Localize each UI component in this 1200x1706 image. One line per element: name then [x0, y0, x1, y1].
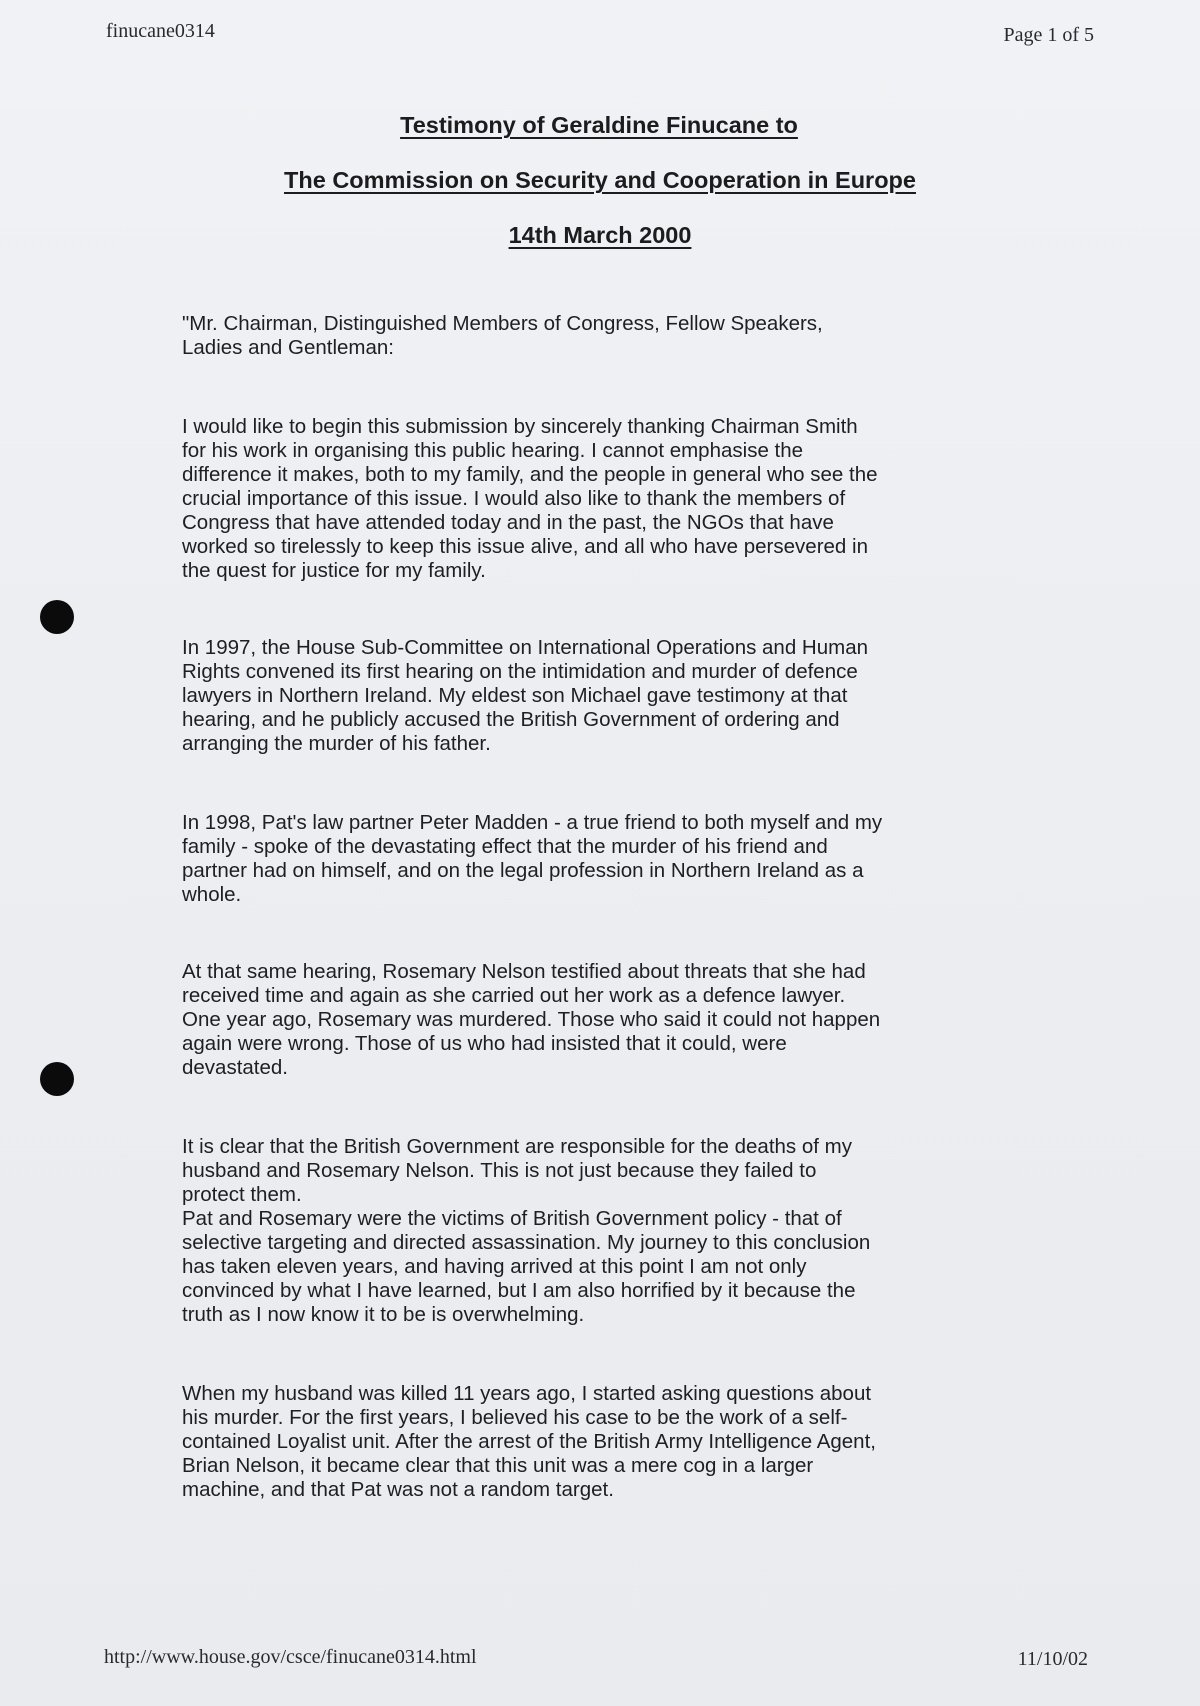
title-line-2: The Commission on Security and Cooperation in Europe: [284, 167, 916, 193]
title-date: 14th March 2000: [508, 222, 692, 248]
paragraph-1997-hearing: In 1997, the House Sub-Committee on International Operations and Human Rights convened its first hearing on the intimidation and murder of defence lawyers in Northern Ireland. My eldest son Michael gave testimony at that hearing, and he publicly accused the British Government of ordering and arranging the murder of his father.: [182, 636, 869, 755]
punch-hole-bottom: [40, 1062, 74, 1096]
paragraph-government-responsibility: It is clear that the British Government are responsible for the deaths of my husband and Rosemary Nelson. This is not just because they failed to protect them.: [182, 1135, 852, 1206]
header-page-number: Page 1 of 5: [1003, 24, 1094, 46]
footer-url: http://www.house.gov/csce/finucane0314.html: [104, 1646, 477, 1668]
paragraph-rosemary-nelson: At that same hearing, Rosemary Nelson testified about threats that she had received time and again as she carried out her work as a defence lawyer. One year ago, Rosemary was murdered. Those who said it could not happen again were wrong. Those of us who had insisted that it could, were devastated.: [182, 960, 881, 1079]
paragraph-questions: When my husband was killed 11 years ago, I started asking questions about his murder. For the first years, I believed his case to be the work of a self- contained Loyalist unit. After the arrest of the British Army Intelligence Agent, Brian Nelson, it became clear that this unit was a mere cog in a larger machine, and that Pat was not a random target.: [182, 1382, 876, 1501]
paragraph-thanks: I would like to begin this submission by sincerely thanking Chairman Smith for his work in organising this public hearing. I cannot emphasise the difference it makes, both to my family, and the people in general who see the crucial importance of this issue. I would also like to thank the members of Congress that have attended today and in the past, the NGOs that have worked so tirelessly to keep this issue alive, and all who have persevered in the quest for justice for my family.: [182, 415, 878, 582]
punch-hole-top: [40, 600, 74, 634]
header-filename: finucane0314: [106, 20, 215, 42]
paragraph-government-policy: Pat and Rosemary were the victims of British Government policy - that of selective targeting and directed assassination. My journey to this conclusion has taken eleven years, and having arrived at this point I am not only convinced by what I have learned, but I am also horrified by it because the truth as I now know it to be is overwhelming.: [182, 1207, 871, 1326]
title-line-1: Testimony of Geraldine Finucane to: [400, 112, 798, 138]
paragraph-1998-hearing: In 1998, Pat's law partner Peter Madden - a true friend to both myself and my family - spoke of the devastating effect that the murder of his friend and partner had on himself, and on the legal profession in Northern Ireland as a whole.: [182, 811, 883, 906]
footer-date: 11/10/02: [1017, 1648, 1088, 1670]
document-title: [0, 112, 1200, 249]
salutation: "Mr. Chairman, Distinguished Members of Congress, Fellow Speakers, Ladies and Gentleman:: [182, 312, 823, 359]
testimony-body: [182, 312, 1022, 1502]
